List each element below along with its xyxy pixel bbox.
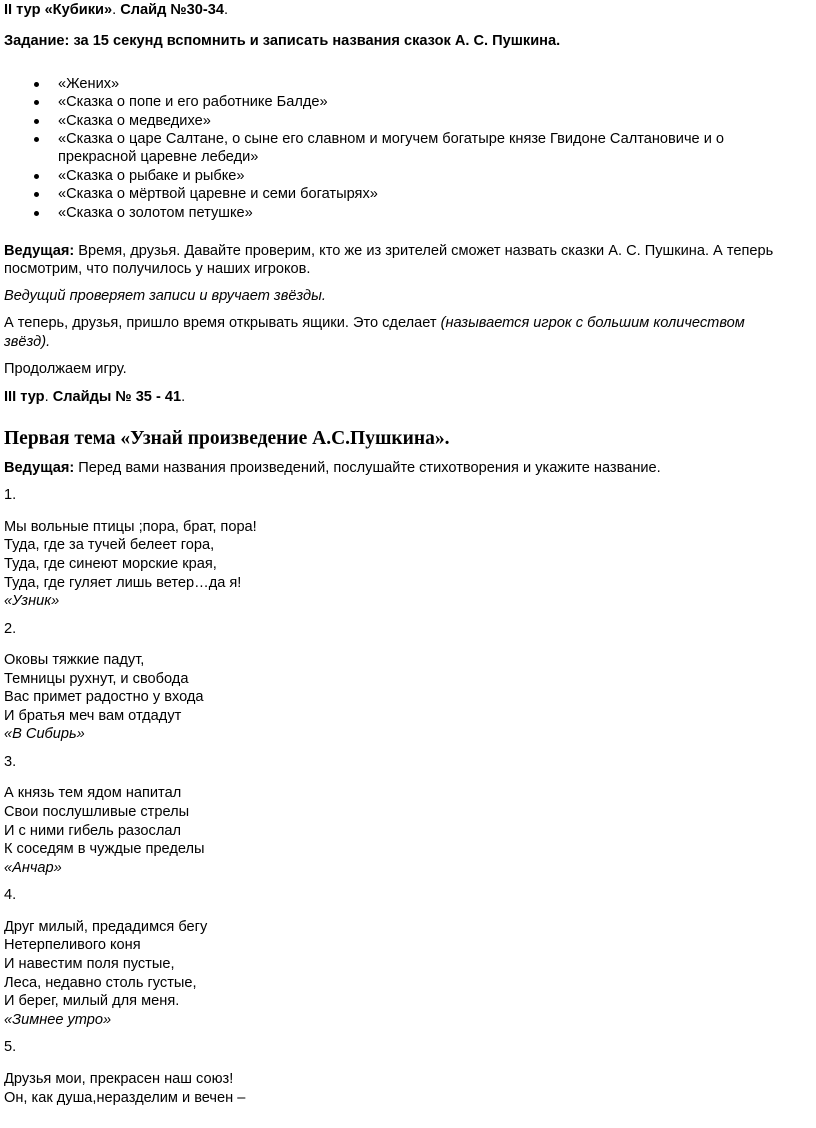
open-boxes-text: А теперь, друзья, пришло время открывать ящики. Это сделает [4, 315, 441, 332]
poem-line: Темницы рухнут, и свобода [4, 670, 189, 687]
list-item [4, 204, 804, 222]
poem-line: Друг милый, предадимся бегу [4, 918, 208, 935]
tour-3-slides: Слайды № 35 - 41 [52, 388, 182, 405]
poem-number: 3. [4, 754, 17, 771]
poem-line: Леса, недавно столь густые, [4, 974, 197, 991]
bullet-icon [34, 192, 39, 197]
poem-line: Свои послушливые стрелы [4, 804, 190, 821]
poem-line: И с ними гибель разослал [4, 822, 181, 839]
tour-3-heading [4, 388, 804, 406]
list-item [4, 93, 804, 111]
poem-line: И навестим поля пустые, [4, 956, 175, 973]
bullet-icon [34, 211, 39, 216]
host-paragraph-1 [4, 242, 804, 279]
poem-answer: «Узник» [4, 593, 60, 610]
tales-list [4, 75, 804, 222]
bullet-icon [34, 82, 39, 87]
open-boxes-paragraph [4, 314, 804, 351]
host-action: Ведущий проверяет записи и вручает звёзды. [4, 287, 326, 304]
poem-number: 5. [4, 1039, 17, 1056]
document-page [4, 1, 804, 1109]
poem-line: Туда, где синеют морские края, [4, 555, 217, 572]
poem-block [4, 1070, 804, 1109]
poem-line: Он, как душа,неразделим и вечен – [4, 1090, 246, 1107]
poem-number: 4. [4, 887, 17, 904]
open-boxes-note: (называется игрок с большим количеством звёзд). [4, 315, 745, 350]
tour-2-end-dot: . [224, 2, 229, 18]
poem-line: Оковы тяжкие падут, [4, 652, 145, 669]
continue-text: Продолжаем игру. [4, 361, 127, 378]
list-item-text: «Сказка о попе и его работнике Балде» [58, 94, 328, 111]
host-speech: Время, друзья. Давайте проверим, кто же из зрителей сможет назвать сказки А. С. Пушкина. А теперь посмотрим, что получилось у наших игроков. [4, 243, 774, 278]
poem-line: И берег, милый для меня. [4, 993, 180, 1010]
list-item-text: «Сказка о медведихе» [58, 112, 211, 129]
host-paragraph-2 [4, 459, 804, 477]
poem-line: Друзья мои, прекрасен наш союз! [4, 1070, 234, 1087]
poem-line: Мы вольные птицы ;пора, брат, пора! [4, 518, 257, 535]
poem-block [4, 651, 804, 744]
task-text: Задание: за 15 секунд вспомнить и записать названия сказок А. С. Пушкина. [4, 33, 561, 50]
bullet-icon [34, 137, 39, 142]
tour-3-separator: . [44, 388, 53, 405]
host-label: Ведущая: [4, 243, 75, 260]
list-item [4, 167, 804, 185]
poem-line: Туда, где гуляет лишь ветер…да я! [4, 574, 242, 591]
poem-answer: «Анчар» [4, 859, 62, 876]
list-item-text: «Сказка о золотом петушке» [58, 204, 253, 221]
bullet-icon [34, 100, 39, 105]
bullet-icon [34, 174, 39, 179]
poem-number: 2. [4, 620, 17, 637]
list-item-text: «Сказка о мёртвой царевне и семи богатырях» [58, 186, 378, 203]
poem-line: И братья меч вам отдадут [4, 707, 182, 724]
tour-2-title: II тур «Кубики» [4, 2, 113, 18]
list-item [4, 112, 804, 130]
poem-block [4, 784, 804, 877]
tour-2-heading [4, 1, 804, 19]
poem-block [4, 518, 804, 611]
poem-answer: «В Сибирь» [4, 726, 85, 743]
topic-heading: Первая тема «Узнай произведение А.С.Пушкина». [4, 427, 450, 449]
list-item [4, 130, 804, 167]
list-item-text: «Жених» [58, 75, 120, 92]
tour-3-end-dot: . [181, 388, 186, 405]
tour-3-title: III тур [4, 388, 45, 405]
tour-2-slides: Слайд №30-34 [120, 2, 225, 18]
poem-block [4, 918, 804, 1030]
poem-line: Вас примет радостно у входа [4, 689, 204, 706]
poem-line: К соседям в чуждые пределы [4, 841, 205, 858]
poem-number: 1. [4, 487, 17, 504]
poem-line: А князь тем ядом напитал [4, 785, 182, 802]
host-label: Ведущая: [4, 459, 75, 476]
list-item-text: «Сказка о рыбаке и рыбке» [58, 167, 245, 184]
host-speech: Перед вами названия произведений, послушайте стихотворения и укажите название. [74, 459, 661, 476]
list-item-text: «Сказка о царе Салтане, о сыне его славном и могучем богатыре князе Гвидоне Салтановиче и о прекрасной царевне лебеди» [58, 131, 725, 166]
tour-2-separator: . [112, 2, 121, 18]
list-item [4, 185, 804, 203]
bullet-icon [34, 119, 39, 124]
list-item [4, 75, 804, 93]
poem-line: Нетерпеливого коня [4, 937, 141, 954]
poem-answer: «Зимнее утро» [4, 1011, 112, 1028]
poem-line: Туда, где за тучей белеет гора, [4, 537, 215, 554]
